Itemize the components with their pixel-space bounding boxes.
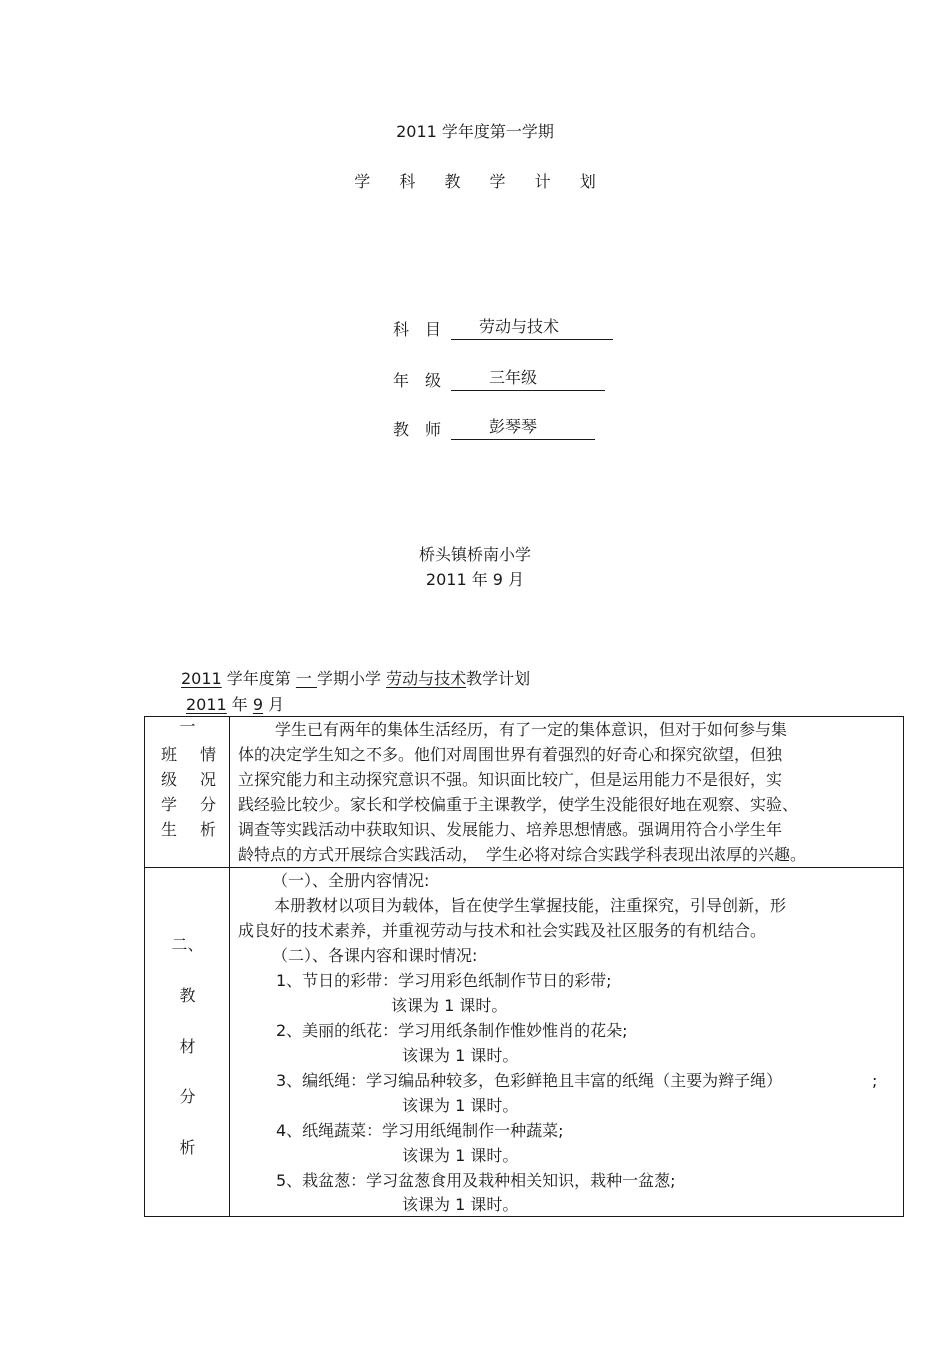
material-analysis-content-cell [230, 868, 904, 1217]
subject-value: 劳动与技术 [451, 317, 613, 340]
table-row-material-analysis [145, 868, 904, 1217]
plan-date-month: 9 [252, 695, 264, 714]
section2-label-char: 教 [179, 986, 196, 1005]
overview-title: （一）、全册内容情况: [272, 871, 430, 890]
teacher-value: 彭琴琴 [451, 417, 595, 440]
section1-label-char: 分 [200, 795, 217, 814]
material-analysis-label-cell [145, 868, 230, 1217]
overview-line: 成良好的技术素养，并重视劳动与技术和社会实践及社区服务的有机结合。 [238, 921, 767, 940]
grade-label: 年 级 [393, 371, 442, 390]
class-analysis-text [230, 717, 903, 867]
section1-label-char: 情 [200, 745, 217, 764]
subject-label: 科 目 [393, 320, 442, 339]
section1-label-char: 况 [200, 770, 217, 789]
lesson-hours: 该课为 1 课时。 [402, 1146, 519, 1165]
lesson-hours: 该课为 1 课时。 [402, 1195, 519, 1214]
section2-label-char: 析 [179, 1138, 196, 1157]
section1-label-char: 级 [161, 770, 178, 789]
lesson-item-tail: ; [872, 1071, 878, 1090]
teacher-field [393, 417, 595, 441]
class-analysis-label-cell [145, 717, 230, 868]
lessons-title: （二）、各课内容和课时情况: [272, 946, 478, 965]
plan-heading-term: 一 [295, 669, 317, 688]
section2-label-char: 分 [179, 1087, 196, 1106]
plan-date-year: 2011 [186, 695, 227, 714]
section1-label-char: 学 [161, 795, 178, 814]
class-analysis-line: 龄特点的方式开展综合实践活动， 学生必将对综合实践学科表现出浓厚的兴趣。 [238, 845, 807, 864]
section1-label-char: 生 [161, 820, 178, 839]
lesson-item: 4、纸绳蔬菜：学习用纸绳制作一种蔬菜; [276, 1121, 564, 1140]
lesson-item: 5、栽盆葱：学习盆葱食用及栽种相关知识，栽种一盆葱; [276, 1171, 676, 1190]
plan-heading-text3: 教学计划 [466, 669, 531, 688]
lesson-item: 3、编纸绳：学习编品种较多，色彩鲜艳且丰富的纸绳（主要为辫子绳） [276, 1071, 783, 1090]
school-name: 桥头镇桥南小学 [418, 545, 531, 564]
plan-date [186, 692, 284, 715]
section2-label-char: 二、 [171, 935, 204, 954]
class-analysis-line: 践经验比较少。家长和学校偏重于主课教学，使学生没能很好地在观察、实验、 [238, 795, 799, 814]
cover-date: 2011 年 9 月 [425, 570, 525, 589]
plan-date-text2: 月 [263, 695, 285, 714]
section1-number: 一 [179, 717, 196, 736]
lesson-item: 1、节日的彩带：学习用彩色纸制作节日的彩带; [276, 971, 612, 990]
cover-title: 学 科 教 学 计 划 [354, 172, 608, 191]
lesson-hours: 该课为 1 课时。 [391, 996, 508, 1015]
plan-heading-text2: 学期小学 [317, 669, 387, 688]
plan-heading [181, 666, 530, 689]
plan-heading-text1: 学年度第 [221, 669, 296, 688]
plan-table [144, 716, 904, 1217]
lesson-hours: 该课为 1 课时。 [402, 1046, 519, 1065]
table-row-class-analysis [145, 717, 904, 868]
grade-field [393, 368, 605, 392]
class-analysis-line: 体的决定学生知之不多。他们对周围世界有着强烈的好奇心和探究欲望，但独 [238, 745, 783, 764]
lesson-hours: 该课为 1 课时。 [402, 1096, 519, 1115]
grade-value: 三年级 [451, 368, 605, 391]
subject-field [393, 317, 613, 341]
overview-line: 本册教材以项目为载体，旨在使学生掌握技能，注重探究，引导创新，形 [274, 896, 787, 915]
class-analysis-line: 立探究能力和主动探究意识不强。知识面比较广，但是运用能力不是很好，实 [238, 770, 783, 789]
lesson-item: 2、美丽的纸花：学习用纸条制作惟妙惟肖的花朵; [276, 1021, 628, 1040]
plan-date-text1: 年 [226, 695, 253, 714]
plan-heading-year: 2011 [181, 669, 222, 688]
cover-year-term: 2011 学年度第一学期 [396, 122, 554, 141]
class-analysis-content-cell [230, 717, 904, 868]
section1-label-char: 析 [200, 820, 217, 839]
teacher-label: 教 师 [393, 420, 442, 439]
class-analysis-line: 调查等实践活动中获取知识、发展能力、培养思想情感。强调用符合小学生年 [238, 820, 783, 839]
class-analysis-line: 学生已有两年的集体生活经历，有了一定的集体意识，但对于如何参与集 [275, 720, 788, 739]
section2-label-char: 材 [179, 1037, 196, 1056]
section1-label-char: 班 [161, 745, 178, 764]
plan-heading-subject: 劳动与技术 [386, 669, 467, 688]
